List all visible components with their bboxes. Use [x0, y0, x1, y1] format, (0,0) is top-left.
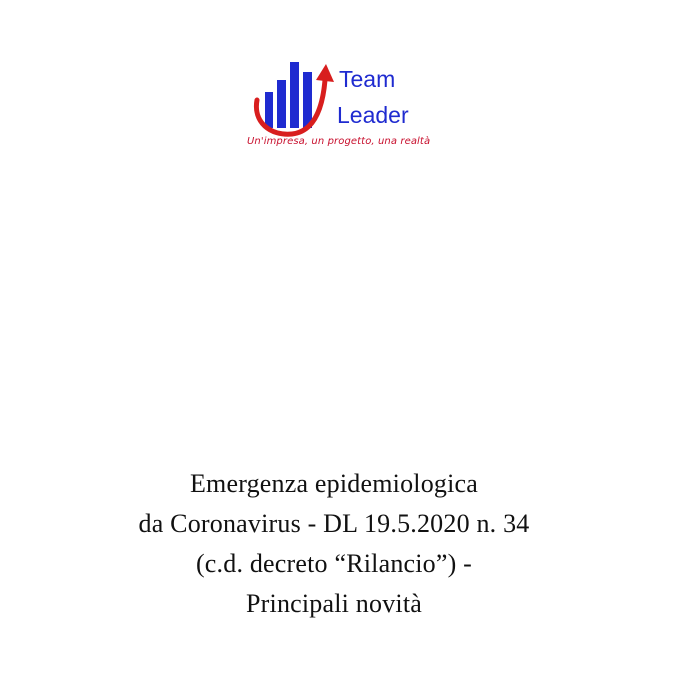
title-line-4: Principali novità [246, 589, 422, 618]
team-leader-logo [244, 58, 434, 153]
title-line-1: Emergenza epidemiologica [189, 469, 479, 498]
logo-word-team: Team [339, 66, 396, 92]
logo-tagline: Un'impresa, un progetto, una realtà [247, 136, 431, 147]
bar-chart-arrow-icon [244, 58, 339, 140]
document-title [0, 464, 668, 624]
title-line-3: (c.d. decreto “Rilancio”) - [195, 549, 473, 578]
title-line-2: da Coronavirus - DL 19.5.2020 n. 34 [138, 509, 530, 538]
logo-word-leader: Leader [337, 102, 409, 128]
